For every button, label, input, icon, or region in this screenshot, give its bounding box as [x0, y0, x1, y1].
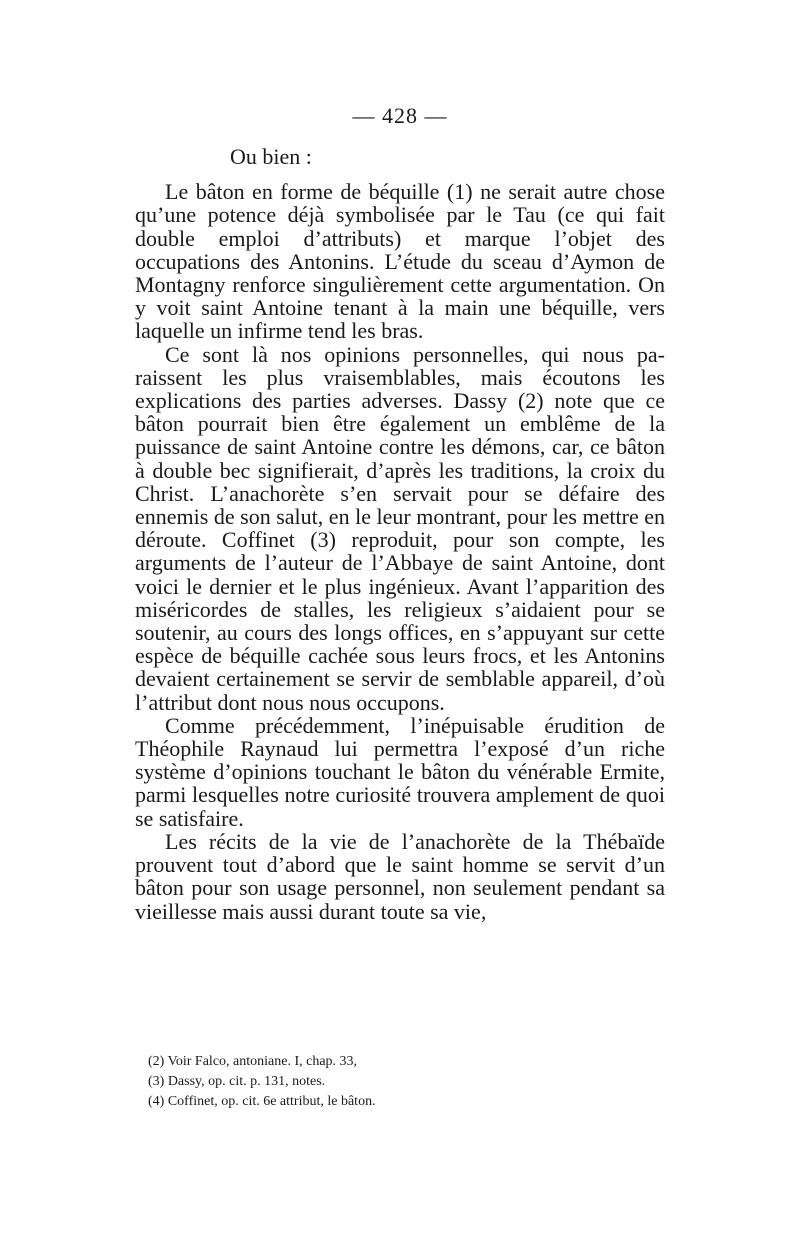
- main-text: [135, 145, 665, 923]
- opening-line: Ou bien :: [230, 144, 312, 169]
- paragraph-3: Comme précédemment, l’inépuisable érudition de Théophile Raynaud lui permettra l’exposé d’un riche système d’opinions touchant le bâton du vénérable Ermite, parmi lesquelles notre curiosité trouvera amplement de quoi se satisfaire.: [135, 712, 665, 831]
- paragraph-1: Le bâton en forme de béquille (1) ne serait autre chose qu’une potence déjà symbolisée par le Tau (ce qui fait double emploi d’attributs) et marque l’objet des occupations des Antonins. L’étude du sceau d’Aymon de Montagny renforce singulièrement cette argumentation. On y voit saint Antoine tenant à la main une béquille, vers laquelle un infirme tend les bras.: [135, 179, 665, 344]
- footnotes: [148, 1052, 648, 1112]
- paragraph-2: Ce sont là nos opinions personnelles, qui nous paraissent les plus vraisemblables, mais écoutons les explications des parties adverses. Dassy (2) note que ce bâton pourrait bien être également un emblême de la puissance de saint Antoine contre les démons, car, ce bâton à double bec signifierait, d’après les traditions, la croix du Christ. L’anachorète s’en servait pour se défaire des ennemis de son salut, en le leur montrant, pour les mettre en déroute. Coffinet (3) reproduit, pour son compte, les arguments de l’auteur de l’Abbaye de saint Antoine, dont voici le dernier et le plus ingénieux. Avant l’apparition des miséricordes de stalles, les religieux s’aidaient pour se soutenir, au cours des longs offices, en s’appuyant sur cette espèce de béquille cachée sous leurs frocs, et les Antonins devaient certainement se servir de semblable appareil, d’où l’attribut dont nous nous occupons.: [135, 341, 665, 715]
- footnote-2: (2) Voir Falco, antoniane. I, chap. 33,: [148, 1054, 358, 1069]
- footnote-4: (4) Coffinet, op. cit. 6e attribut, le bâton.: [148, 1094, 376, 1109]
- footnote-3: (3) Dassy, op. cit. p. 131, notes.: [148, 1074, 326, 1089]
- page-number: — 428 —: [352, 103, 448, 128]
- paragraph-4: Les récits de la vie de l’anachorète de la Thébaïde prouvent tout d’abord que le saint homme se servit d’un bâton pour son usage personnel, non seulement pendant sa vieillesse mais aussi durant toute sa vie,: [135, 828, 665, 924]
